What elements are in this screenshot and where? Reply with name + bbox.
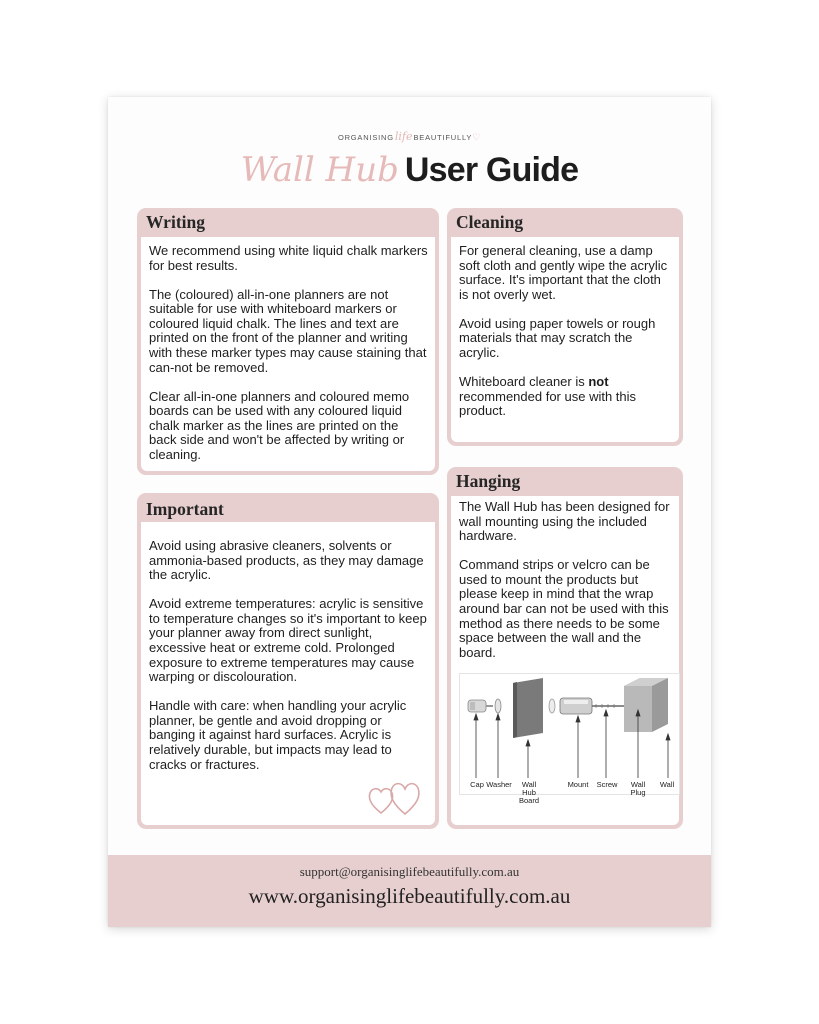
important-paragraph: Handle with care: when handling your acrylic planner, be gentle and avoid dropping or banging it against hard surfaces. Acrylic is relatively durable, but impacts may lead to cracks or fractures. bbox=[149, 698, 407, 772]
website-link[interactable]: www.organisinglifebeautifully.com.au bbox=[248, 884, 571, 908]
diagram-label-wall-plug bbox=[626, 781, 650, 797]
diagram-label-wall: Wall bbox=[659, 779, 675, 789]
diagram-label-screw: Screw bbox=[596, 779, 618, 789]
writing-card bbox=[137, 208, 439, 475]
brand-word-script: life bbox=[394, 130, 413, 143]
diagram-label-mount: Mount bbox=[567, 779, 589, 789]
hanging-heading: Hanging bbox=[456, 471, 521, 491]
brand-word-right: BEAUTIFULLY bbox=[413, 133, 473, 142]
cleaning-paragraph bbox=[459, 375, 673, 419]
writing-body bbox=[141, 237, 435, 471]
hearts-icon bbox=[367, 777, 425, 817]
footer bbox=[108, 855, 711, 927]
important-body bbox=[141, 522, 435, 825]
hanging-paragraph: Command strips or velcro can be used to mount the products but please keep in mind that the wrap around bar can not be used with this method as there needs to be some space between the wall and the board. bbox=[459, 557, 669, 660]
important-heading: Important bbox=[146, 499, 224, 519]
hanging-paragraph: The Wall Hub has been designed for wall mounting using the included hardware. bbox=[459, 499, 670, 544]
diagram-label-wall-hub-board bbox=[514, 781, 544, 805]
diagram-label-wall-1: Wall bbox=[630, 779, 646, 789]
cleaning-card bbox=[447, 208, 683, 446]
cleaning-last-pre: Whiteboard cleaner is bbox=[459, 373, 589, 389]
brand-logo bbox=[108, 130, 711, 143]
important-paragraph: Avoid extreme temperatures: acrylic is sensitive to temperature changes so it's important to keep your planner away from direct sunlight, excessive heat or extreme cold. Prolonged exposure to extreme temperatures may cause warping or discolouration. bbox=[149, 596, 427, 685]
cleaning-body bbox=[451, 237, 679, 442]
diagram-label-cap: Cap bbox=[470, 779, 484, 789]
diagram-label-board: Board bbox=[518, 795, 539, 805]
hanging-body bbox=[451, 496, 679, 825]
writing-paragraph: The (coloured) all-in-one planners are not suitable for use with whiteboard markers or coloured liquid chalk. The lines and text are printed on the front of the planner and writing with these marker types may cause staining that can-not be removed. bbox=[149, 286, 427, 375]
cleaning-last-bold: not bbox=[588, 373, 609, 389]
writing-heading: Writing bbox=[146, 212, 205, 232]
writing-paragraph: Clear all-in-one planners and coloured memo boards can be used with any coloured liquid chalk marker as the lines are printed on the back side and won't be affected by writing or cleaning. bbox=[149, 388, 410, 462]
user-guide-sheet bbox=[108, 97, 711, 927]
mounting-diagram-graphic bbox=[460, 674, 679, 794]
hanging-card bbox=[447, 467, 683, 829]
support-email-link[interactable]: support@organisinglifebeautifully.com.au bbox=[299, 864, 520, 879]
writing-paragraph: We recommend using white liquid chalk markers for best results. bbox=[149, 243, 428, 273]
cleaning-paragraph: For general cleaning, use a damp soft cloth and gently wipe the acrylic surface. It's important that the cloth is not overly wet. bbox=[459, 243, 668, 302]
cleaning-last-post: recommended for use with this product. bbox=[459, 388, 637, 419]
cleaning-heading: Cleaning bbox=[456, 212, 524, 232]
mounting-hardware-diagram bbox=[459, 673, 680, 805]
important-paragraph: Avoid using abrasive cleaners, solvents or ammonia-based products, as they may damage the acrylic. bbox=[149, 538, 424, 583]
diagram-label-wall-hub: Wall Hub bbox=[521, 779, 537, 797]
brand-word-left: ORGANISING bbox=[337, 133, 394, 142]
important-card bbox=[137, 493, 439, 829]
diagram-label-plug: Plug bbox=[630, 787, 646, 797]
title-main: User Guide bbox=[404, 151, 579, 189]
heart-icon: ♡ bbox=[472, 132, 482, 142]
title-script: Wall Hub bbox=[240, 150, 399, 190]
cleaning-paragraph: Avoid using paper towels or rough materials that may scratch the acrylic. bbox=[459, 315, 656, 360]
diagram-label-washer: Washer bbox=[486, 779, 512, 789]
page-title bbox=[108, 150, 711, 190]
